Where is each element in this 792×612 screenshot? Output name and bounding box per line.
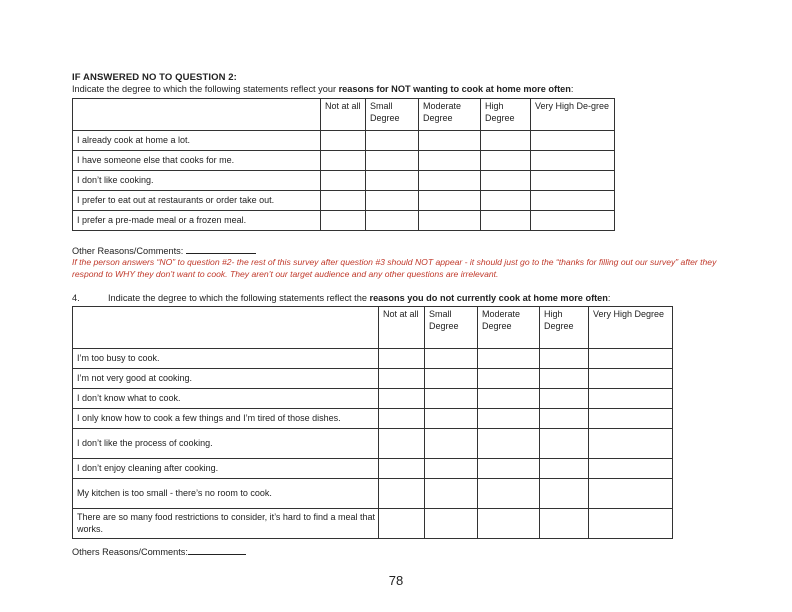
other-reasons-line-2: Others Reasons/Comments: [72, 545, 246, 557]
table-row [73, 429, 673, 459]
rating-cell[interactable] [478, 429, 540, 459]
rating-cell[interactable] [540, 509, 589, 539]
rating-cell[interactable] [379, 459, 425, 479]
statement-label: I already cook at home a lot. [73, 131, 321, 151]
rating-cell[interactable] [379, 389, 425, 409]
rating-cell[interactable] [540, 389, 589, 409]
rating-cell[interactable] [540, 409, 589, 429]
rating-cell[interactable] [481, 151, 531, 171]
survey-table-not-cooking [72, 98, 615, 231]
rating-cell[interactable] [379, 349, 425, 369]
statement-label: I’m not very good at cooking. [73, 369, 379, 389]
table-header-row [73, 307, 673, 349]
column-header: High Degree [481, 99, 531, 131]
table-row [73, 509, 673, 539]
table-row [73, 369, 673, 389]
rating-cell[interactable] [540, 459, 589, 479]
rating-cell[interactable] [540, 349, 589, 369]
rating-cell[interactable] [419, 191, 481, 211]
statement-label: I have someone else that cooks for me. [73, 151, 321, 171]
rating-cell[interactable] [589, 369, 673, 389]
table-row [73, 171, 615, 191]
rating-cell[interactable] [478, 409, 540, 429]
rating-cell[interactable] [419, 131, 481, 151]
rating-cell[interactable] [481, 131, 531, 151]
statement-label: I don’t enjoy cleaning after cooking. [73, 459, 379, 479]
table-row [73, 409, 673, 429]
page-number: 78 [388, 573, 404, 588]
header-blank-cell [73, 99, 321, 131]
statement-label: I don’t like the process of cooking. [73, 429, 379, 459]
rating-cell[interactable] [589, 409, 673, 429]
other-reasons-line-1: Other Reasons/Comments: [72, 244, 256, 256]
column-header: Not at all [321, 99, 366, 131]
statement-label: There are so many food restrictions to consider, it’s hard to find a meal that works. [73, 509, 379, 539]
rating-cell[interactable] [478, 349, 540, 369]
rating-cell[interactable] [481, 191, 531, 211]
column-header: Very High Degree [589, 307, 673, 349]
section1-instructions: Indicate the degree to which the following statements reflect your reasons for NOT wanting to cook at home more often: [72, 84, 574, 94]
rating-cell[interactable] [321, 131, 366, 151]
rating-cell[interactable] [481, 211, 531, 231]
table-row [73, 131, 615, 151]
statement-label: I only know how to cook a few things and I’m tired of those dishes. [73, 409, 379, 429]
table-row [73, 151, 615, 171]
rating-cell[interactable] [379, 429, 425, 459]
rating-cell[interactable] [366, 171, 419, 191]
rating-cell[interactable] [478, 479, 540, 509]
rating-cell[interactable] [540, 369, 589, 389]
statement-label: I don’t like cooking. [73, 171, 321, 191]
rating-cell[interactable] [321, 191, 366, 211]
statement-label: I prefer a pre-made meal or a frozen meal. [73, 211, 321, 231]
rating-cell[interactable] [478, 389, 540, 409]
rating-cell[interactable] [531, 171, 615, 191]
rating-cell[interactable] [379, 369, 425, 389]
rating-cell[interactable] [425, 369, 478, 389]
rating-cell[interactable] [366, 191, 419, 211]
rating-cell[interactable] [321, 211, 366, 231]
rating-cell[interactable] [425, 509, 478, 539]
rating-cell[interactable] [425, 349, 478, 369]
rating-cell[interactable] [589, 429, 673, 459]
other-reasons-blank-2[interactable] [188, 545, 246, 555]
rating-cell[interactable] [589, 509, 673, 539]
rating-cell[interactable] [425, 459, 478, 479]
rating-cell[interactable] [531, 191, 615, 211]
rating-cell[interactable] [321, 171, 366, 191]
rating-cell[interactable] [425, 479, 478, 509]
rating-cell[interactable] [379, 479, 425, 509]
rating-cell[interactable] [531, 131, 615, 151]
question-4-instructions: 4. Indicate the degree to which the following statements reflect the reasons you do not currently cook at home more often: [72, 293, 611, 303]
table-row [73, 211, 615, 231]
statement-label: I’m too busy to cook. [73, 349, 379, 369]
table-row [73, 479, 673, 509]
rating-cell[interactable] [478, 459, 540, 479]
rating-cell[interactable] [425, 389, 478, 409]
section-heading: IF ANSWERED NO TO QUESTION 2: [72, 72, 237, 83]
column-header: Small Degree [366, 99, 419, 131]
rating-cell[interactable] [366, 151, 419, 171]
rating-cell[interactable] [419, 211, 481, 231]
rating-cell[interactable] [425, 429, 478, 459]
column-header: Moderate Degree [478, 307, 540, 349]
table-row [73, 459, 673, 479]
table-row [73, 191, 615, 211]
header-blank-cell [73, 307, 379, 349]
rating-cell[interactable] [419, 171, 481, 191]
column-header: High Degree [540, 307, 589, 349]
column-header: Not at all [379, 307, 425, 349]
table-row [73, 349, 673, 369]
table-row [73, 389, 673, 409]
rating-cell[interactable] [321, 151, 366, 171]
rating-cell[interactable] [589, 349, 673, 369]
statement-label: My kitchen is too small - there’s no room to cook. [73, 479, 379, 509]
rating-cell[interactable] [419, 151, 481, 171]
statement-label: I prefer to eat out at restaurants or order take out. [73, 191, 321, 211]
rating-cell[interactable] [540, 429, 589, 459]
rating-cell[interactable] [366, 131, 419, 151]
rating-cell[interactable] [478, 509, 540, 539]
survey-logic-note: If the person answers “NO” to question #2- the rest of this survey after question #3 should NOT appear - it should just go to the “thanks for filling out our survey” after they respond to WHY they don’t want to cook. They aren’t our target audience and any other questions are irrelevant. [72, 257, 717, 279]
survey-table-reasons [72, 306, 673, 539]
rating-cell[interactable] [531, 211, 615, 231]
rating-cell[interactable] [589, 459, 673, 479]
column-header: Moderate Degree [419, 99, 481, 131]
rating-cell[interactable] [425, 409, 478, 429]
column-header: Very High De-gree [531, 99, 615, 131]
rating-cell[interactable] [589, 389, 673, 409]
rating-cell[interactable] [531, 151, 615, 171]
rating-cell[interactable] [478, 369, 540, 389]
rating-cell[interactable] [481, 171, 531, 191]
rating-cell[interactable] [379, 509, 425, 539]
rating-cell[interactable] [540, 479, 589, 509]
rating-cell[interactable] [379, 409, 425, 429]
other-reasons-blank[interactable] [186, 244, 256, 254]
table-header-row [73, 99, 615, 131]
rating-cell[interactable] [366, 211, 419, 231]
statement-label: I don’t know what to cook. [73, 389, 379, 409]
rating-cell[interactable] [589, 479, 673, 509]
column-header: Small Degree [425, 307, 478, 349]
